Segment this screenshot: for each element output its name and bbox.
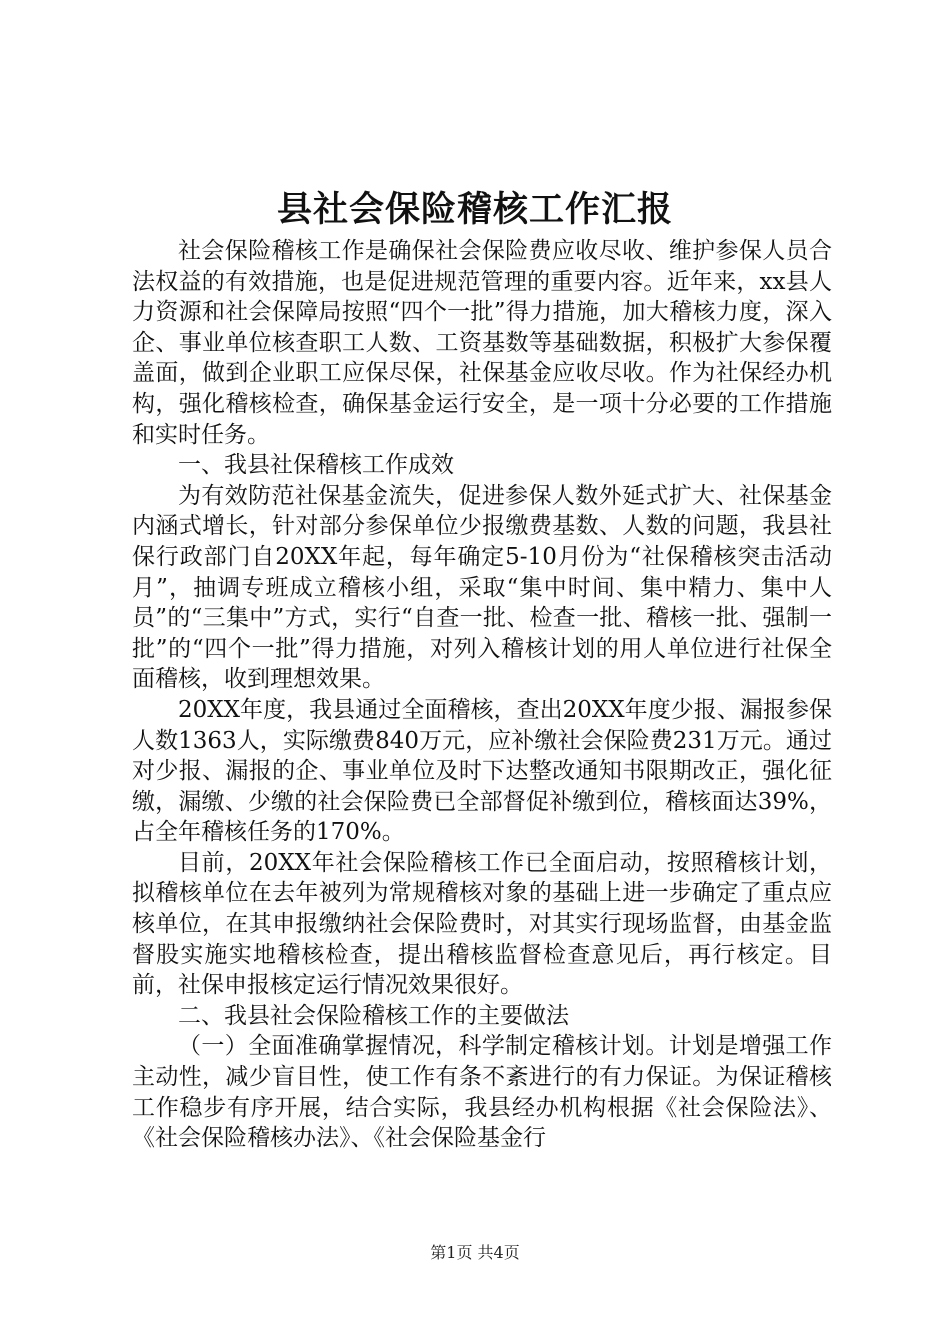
document-body [132,236,832,1154]
section-heading-2: 二、我县社会保险稽核工作的主要做法 [178,1002,569,1029]
paragraph-section-1-a: 为有效防范社保基金流失，促进参保人数外延式扩大、社保基金内涵式增长，针对部分参保单位少报缴费基数、人数的问题，我县社保行政部门自20XX年起，每年确定5-10月份为“社保稽核突击活动月”，抽调专班成立稽核小组，采取“集中时间、集中精力、集中人员”的“三集中”方式，实行“自查一批、检查一批、稽核一批、强制一批”的“四个一批”得力措施，对列入稽核计划的用人单位进行社保全面稽核，收到理想效果。 [132,482,832,693]
page-footer: 第1页 共4页 [430,1243,520,1262]
paragraph-section-1-c: 目前，20XX年社会保险稽核工作已全面启动，按照稽核计划，拟稽核单位在去年被列为常规稽核对象的基础上进一步确定了重点应核单位，在其申报缴纳社会保险费时，对其实行现场监督，由基金监督股实施实地稽核检查，提出稽核监督检查意见后，再行核定。目前，社保申报核定运行情况效果很好。 [132,849,832,999]
section-heading-1: 一、我县社保稽核工作成效 [178,452,454,479]
paragraph-section-1-b: 20XX年度，我县通过全面稽核，查出20XX年度少报、漏报参保人数1363人，实际缴费840万元，应补缴社会保险费231万元。通过对少报、漏报的企、事业单位及时下达整改通知书限期改正，强化征缴，漏缴、少缴的社会保险费已全部督促补缴到位，稽核面达39%，占全年稽核任务的170%。 [132,696,832,846]
document-title: 县社会保险稽核工作汇报 [276,189,673,230]
paragraph-intro: 社会保险稽核工作是确保社会保险费应收尽收、维护参保人员合法权益的有效措施，也是促进规范管理的重要内容。近年来，xx县人力资源和社会保障局按照“四个一批”得力措施，加大稽核力度，深入企、事业单位核查职工人数、工资基数等基础数据，积极扩大参保覆盖面，做到企业职工应保尽保，社保基金应收尽收。作为社保经办机构，强化稽核检查，确保基金运行安全，是一项十分必要的工作措施和实时任务。 [132,238,832,448]
paragraph-section-2-a: （一）全面准确掌握情况，科学制定稽核计划。计划是增强工作主动性，减少盲目性，使工作有条不紊进行的有力保证。为保证稽核工作稳步有序开展，结合实际，我县经办机构根据《社会保险法》、《社会保险稽核办法》、《社会保险基金行 [132,1033,832,1152]
